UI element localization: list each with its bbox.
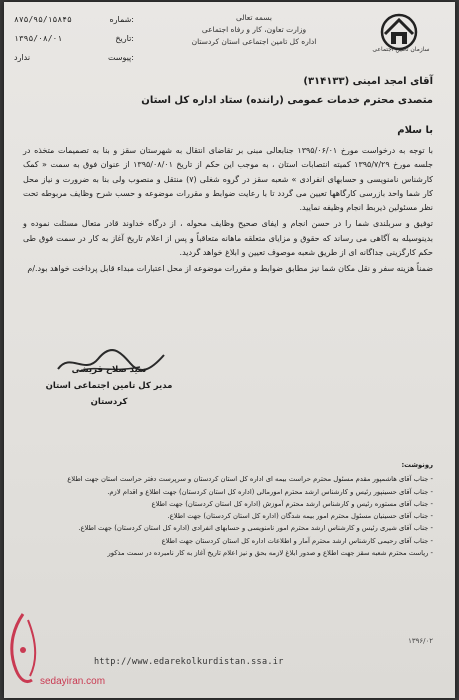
- footer-code: ۱۳۹۶/۰۲: [408, 637, 433, 645]
- cc-item: - جناب آقای حسینیان مسئول محترم امور بیمه شدگان (اداره کل استان کردستان) جهت اطلاع.: [167, 512, 433, 521]
- body-paragraph-2: توفیق و سربلندی شما را در حسن انجام و ایفای صحیح وظایف محوله ، از درگاه خداوند قادر متعال مسئلت نموده و بدینوسیله به آگاهی می رساند که حقوق و مزایای متعلقه ماهانه متعاقباً و پس از اعلام تاریخ آغاز به کار در سمت فوق طی حکم کارگزینی جداگانه ای از طریق شعبه موصوف تعیین و ابلاغ خواهد گردید.: [23, 219, 433, 258]
- signature-block: [44, 362, 174, 410]
- letter-date-label: تاریخ:: [115, 34, 134, 43]
- cc-item: - جناب آقای شیری رئیس و کارشناس ارشد محترم امور نامنویسی و حسابهای انفرادی (اداره کل استان کردستان) جهت اطلاع.: [78, 524, 433, 533]
- cc-item: - جناب آقای رحیمی کارشناس ارشد محترم آمار و اطلاعات اداره کل استان کردستان جهت اطلاع: [161, 536, 433, 545]
- watermark-text: sedayiran.com: [40, 676, 106, 687]
- meta-date-row: [14, 29, 134, 48]
- recipient-name: آقای امجد امینی (۳۱۴۱۳۳): [303, 76, 433, 87]
- recipient-position: متصدی محترم خدمات عمومی (راننده) ستاد اداره کل استان: [141, 95, 433, 106]
- body-paragraph-1: با توجه به درخواست مورخ ۱۳۹۵/۰۶/۰۱ جنابعالی مبنی بر تقاضای انتقال به شهرستان سقز و بنا به تصمیمات متخذه در جلسه مورخ ۱۳۹۵/۷/۲۹ کمیته انتصابات استان ، به موجب این حکم از تاریخ ۱۳۹۵/۰۸/۰۱ از عنوان فوق به سمت « کمک کارشناس نامنویسی و حسابهای انفرادی » شعبه سقز در گروه شغلی (۷) منتقل و منصوب ولی بنا به ضرورت و نیاز محل کار شما واحد بازرسی کارگاهها تعیین می گردد تا با رعایت ضوابط و مقررات موضوعه و حسب شرح وظایف مربوطه تحت نظر مسئولین ذیربط انجام وظیفه نمایید.: [23, 146, 433, 213]
- logo-caption: سازمان تامین اجتماعی: [372, 46, 430, 53]
- signatory-name: سید صلاح قریشی: [71, 365, 147, 375]
- cc-item: - جناب آقای حسینپور رئیس و کارشناس ارشد محترم امورمالی (اداره کل استان کردستان) جهت اطلاع و اقدام لازم.: [107, 487, 433, 496]
- salutation: با سلام: [397, 125, 433, 136]
- letterhead-line-2: وزارت تعاون، کار و رفاه اجتماعی: [201, 25, 307, 34]
- body-paragraph-3: ضمناً هزینه سفر و نقل مکان شما نیز مطابق ضوابط و مقررات موضوعه از محل اعتبارات مبداء قابل پرداخت خواهد بود./م: [27, 264, 433, 274]
- cc-title: رونوشت:: [401, 461, 433, 469]
- letter-sheet: [4, 2, 455, 698]
- letter-body: [23, 144, 433, 279]
- letter-number: ۸۷۵/۹۵/۱۵۸۴۵: [14, 15, 72, 24]
- cc-item: - جناب آقای هاشمپور مقدم مسئول محترم حراست بیمه ای اداره کل استان کردستان و سرپرست دفتر حراست استان جهت اطلاع: [67, 475, 433, 484]
- cc-item: - ریاست محترم شعبه سقز جهت اطلاع و صدور ابلاغ لازمه بحق و نیز اعلام تاریخ آغاز به کار نامبرده در سمت مذکور: [107, 549, 433, 558]
- cc-item: - جناب آقای مستوره رئیس و کارشناس ارشد محترم آموزش (اداره کل استان کردستان) جهت اطلاع: [151, 499, 433, 508]
- letter-attachment-label: پیوست:: [107, 53, 134, 62]
- signatory-province: کردستان: [90, 397, 128, 407]
- letterhead-line-3: اداره کل تامین اجتماعی استان کردستان: [191, 37, 317, 46]
- watermark-logo-icon: [2, 610, 44, 692]
- meta-number-row: [14, 10, 134, 29]
- letter-date: ۱۳۹۵/۰۸/۰۱: [14, 34, 63, 43]
- cc-list: [13, 459, 433, 559]
- letter-attachment: ندارد: [14, 53, 31, 62]
- letter-meta: [14, 10, 134, 67]
- meta-attachment-row: [14, 48, 134, 67]
- recipient-block: [73, 72, 433, 110]
- letterhead-line-1: بسمه تعالی: [235, 13, 273, 22]
- footer-website-link[interactable]: http://www.edarekolkurdistan.ssa.ir: [94, 657, 284, 667]
- letter-number-label: شماره:: [109, 15, 134, 24]
- social-security-logo-icon: [371, 12, 427, 72]
- signatory-title: مدیر کل تامین اجتماعی استان: [45, 381, 173, 391]
- letterhead-text: [184, 12, 324, 48]
